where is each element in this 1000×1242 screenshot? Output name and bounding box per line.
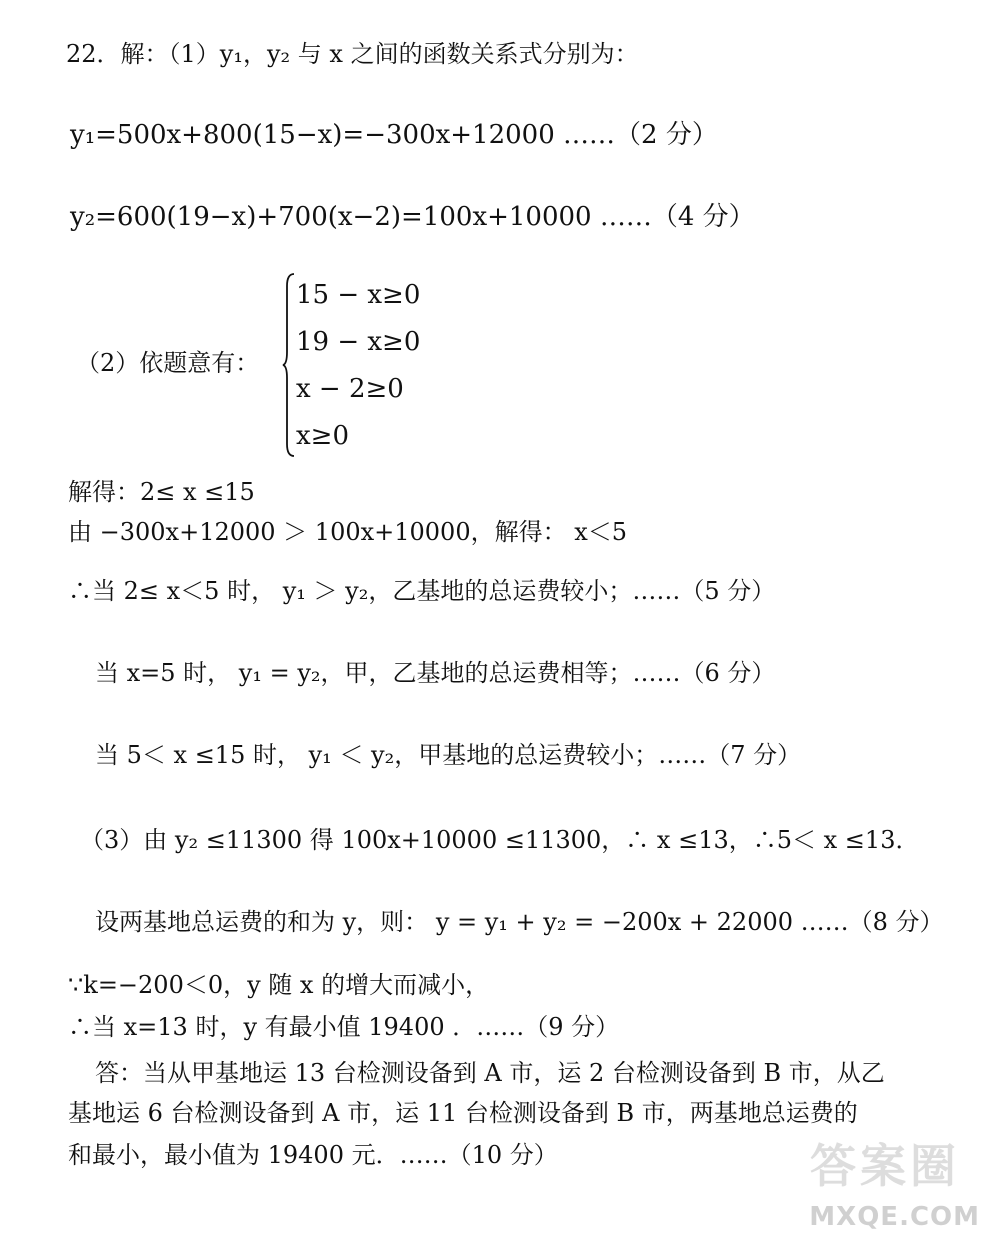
line-11: 设两基地总运费的和为 y，则： y = y₁ + y₂ = −200x + 22000 ……（8 分） bbox=[95, 908, 944, 936]
line-16: 和最小，最小值为 19400 元．……（10 分） bbox=[68, 1141, 558, 1169]
line-10: （3）由 y₂ ≤11300 得 100x+10000 ≤11300，∴ x ≤13，∴5＜ x ≤13． bbox=[80, 826, 920, 854]
line-9: 当 5＜ x ≤15 时， y₁ ＜ y₂，甲基地的总运费较小；……（7 分） bbox=[95, 741, 802, 769]
line-2: y₁=500x+800(15−x)=−300x+12000 ……（2 分） bbox=[70, 120, 718, 150]
line-13: ∴当 x=13 时，y 有最小值 19400 ．……（9 分） bbox=[68, 1013, 620, 1041]
watermark-site: MXQE.COM bbox=[809, 1202, 980, 1232]
system-row-1: 15 − x≥0 bbox=[296, 280, 421, 310]
left-brace-icon bbox=[282, 272, 296, 458]
line-6: 由 −300x+12000 ＞ 100x+10000，解得： x＜5 bbox=[68, 518, 628, 546]
line-5: 解得：2≤ x ≤15 bbox=[68, 478, 255, 506]
line-15: 基地运 6 台检测设备到 A 市，运 11 台检测设备到 B 市，两基地总运费的 bbox=[68, 1099, 858, 1127]
system-row-3: x − 2≥0 bbox=[296, 374, 404, 404]
line-1: 22．解：（1）y₁，y₂ 与 x 之间的函数关系式分别为： bbox=[66, 40, 639, 68]
system-row-2: 19 − x≥0 bbox=[296, 327, 421, 357]
line-4-label: （2）依题意有： bbox=[76, 349, 260, 377]
line-7: ∴当 2≤ x＜5 时， y₁ ＞ y₂，乙基地的总运费较小；……（5 分） bbox=[68, 577, 776, 605]
system-row-4: x≥0 bbox=[296, 421, 349, 451]
watermark-logo: 答案圈 bbox=[810, 1139, 960, 1193]
line-14: 答：当从甲基地运 13 台检测设备到 A 市，运 2 台检测设备到 B 市，从乙 bbox=[95, 1059, 885, 1087]
inequality-system bbox=[282, 272, 432, 458]
line-3: y₂=600(19−x)+700(x−2)=100x+10000 ……（4 分） bbox=[70, 202, 755, 232]
line-8: 当 x=5 时， y₁ = y₂，甲，乙基地的总运费相等；……（6 分） bbox=[95, 659, 776, 687]
line-12: ∵k=−200＜0，y 随 x 的增大而减小， bbox=[68, 971, 490, 999]
